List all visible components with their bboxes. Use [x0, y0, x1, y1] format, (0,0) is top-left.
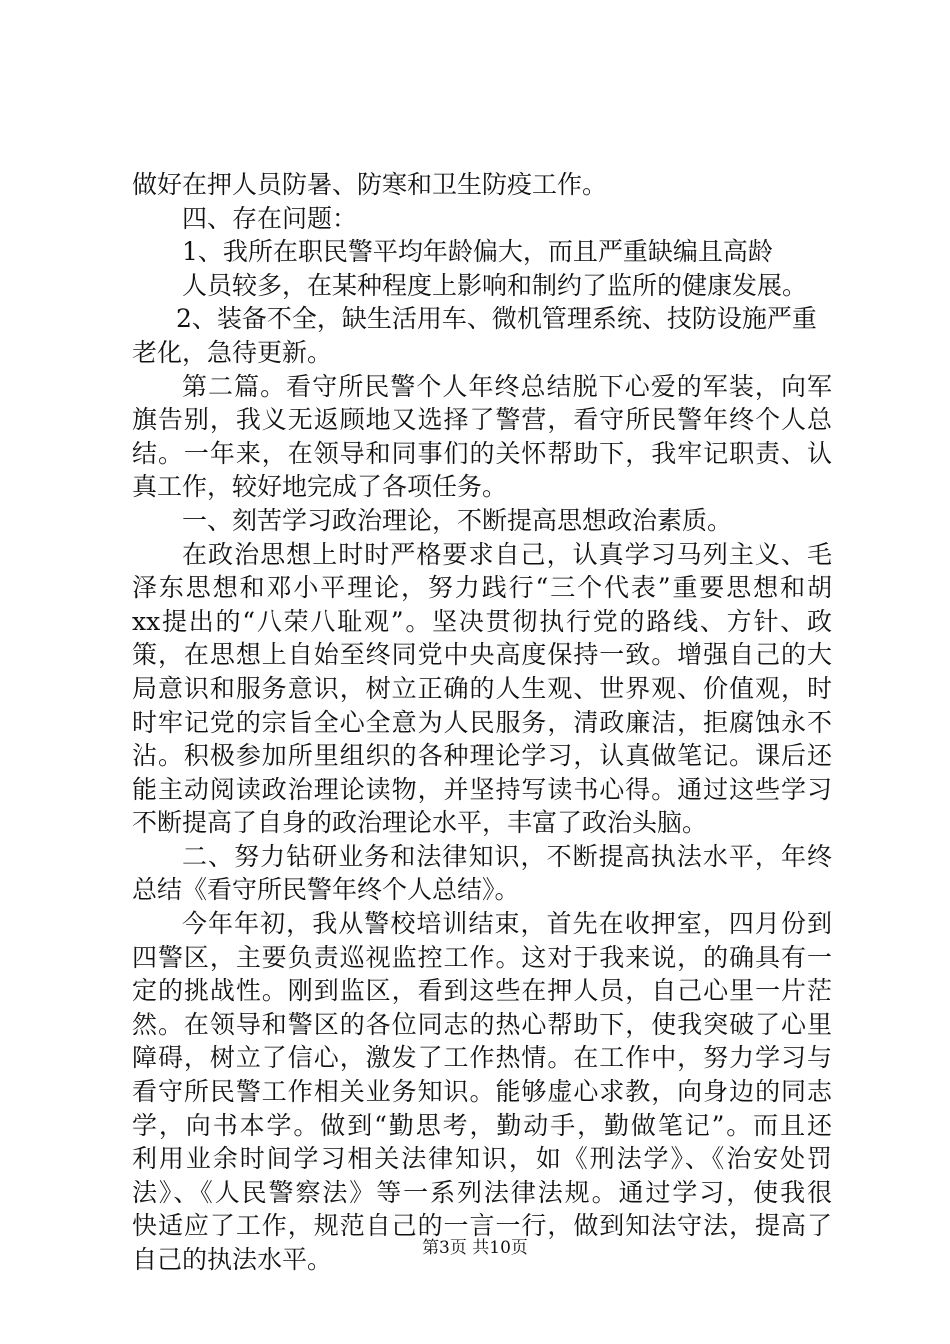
text-line: 老化，急待更新。 [132, 337, 333, 367]
text-line: 1、我所在职民警平均年龄偏大，而且严重缺编且高龄 [182, 237, 773, 267]
text-line: 利用业余时间学习相关法律知识，如《刑法学》、《治安处罚 [132, 1144, 832, 1174]
text-line: 能主动阅读政治理论读物，并坚持写读书心得。通过这些学习 [132, 774, 832, 804]
text-line: 第二篇。看守所民警个人年终总结脱下心爱的军装，向军 [182, 371, 832, 401]
document-body [132, 168, 832, 1277]
text-line: 策，在思想上自始至终同党中央高度保持一致。增强自己的大 [132, 640, 832, 670]
page-footer [0, 1237, 950, 1259]
text-line: 结。一年来，在领导和同事们的关怀帮助下，我牢记职责、认 [132, 438, 832, 468]
text-line: 障碍，树立了信心，激发了工作热情。在工作中，努力学习与 [132, 1043, 832, 1073]
text-line: 今年年初，我从警校培训结束，首先在收押室，四月份到 [182, 909, 832, 939]
text-line: 做好在押人员防暑、防寒和卫生防疫工作。 [132, 170, 608, 199]
text-line: 看守所民警工作相关业务知识。能够虚心求教，向身边的同志 [132, 1077, 832, 1107]
text-line: 不断提高了自身的政治理论水平，丰富了政治头脑。 [132, 808, 708, 838]
text-line: 定的挑战性。刚到监区，看到这些在押人员，自己心里一片茫 [132, 976, 832, 1006]
text-line: 在政治思想上时时严格要求自己，认真学习马列主义、毛 [182, 539, 832, 569]
section-heading: 一、刻苦学习政治理论，不断提高思想政治素质。 [182, 505, 733, 535]
text-line: 法》、《人民警察法》等一系列法律法规。通过学习，使我很 [132, 1177, 832, 1207]
text-line: 人员较多，在某种程度上影响和制约了监所的健康发展。 [182, 270, 808, 300]
text-line: 局意识和服务意识，树立正确的人生观、世界观、价值观，时 [132, 673, 832, 703]
text-line: 沾。积极参加所里组织的各种理论学习，认真做笔记。课后还 [132, 741, 832, 771]
text-line: 时牢记党的宗旨全心全意为人民服务，清政廉洁，拒腐蚀永不 [132, 707, 832, 737]
text-line: 学，向书本学。做到“勤思考，勤动手，勤做笔记”。而且还 [132, 1110, 832, 1140]
text-line: 四、存在问题： [182, 203, 358, 233]
text-line: 四警区，主要负责巡视监控工作。这对于我来说，的确具有一 [132, 942, 832, 972]
text-line: 然。在领导和警区的各位同志的热心帮助下，使我突破了心里 [132, 1009, 832, 1039]
text-line: 真工作，较好地完成了各项任务。 [132, 472, 508, 502]
page-number: 第3页 共10页 [422, 1238, 528, 1258]
text-line: 自己的执法水平。 [132, 1245, 333, 1274]
text-line: 总结《看守所民警年终个人总结》。 [132, 875, 520, 905]
text-line: xx提出的“八荣八耻观”。坚决贯彻执行党的路线、方针、政 [132, 606, 832, 636]
text-line: 泽东思想和邓小平理论，努力践行“三个代表”重要思想和胡 [132, 573, 832, 603]
text-line: 2、装备不全，缺生活用车、微机管理系统、技防设施严重 [176, 304, 817, 334]
text-line: 旗告别，我义无返顾地又选择了警营，看守所民警年终个人总 [132, 405, 832, 435]
section-heading: 二、努力钻研业务和法律知识，不断提高执法水平，年终 [182, 841, 832, 871]
text-line: 快适应了工作，规范自己的一言一行，做到知法守法，提高了 [132, 1211, 832, 1241]
